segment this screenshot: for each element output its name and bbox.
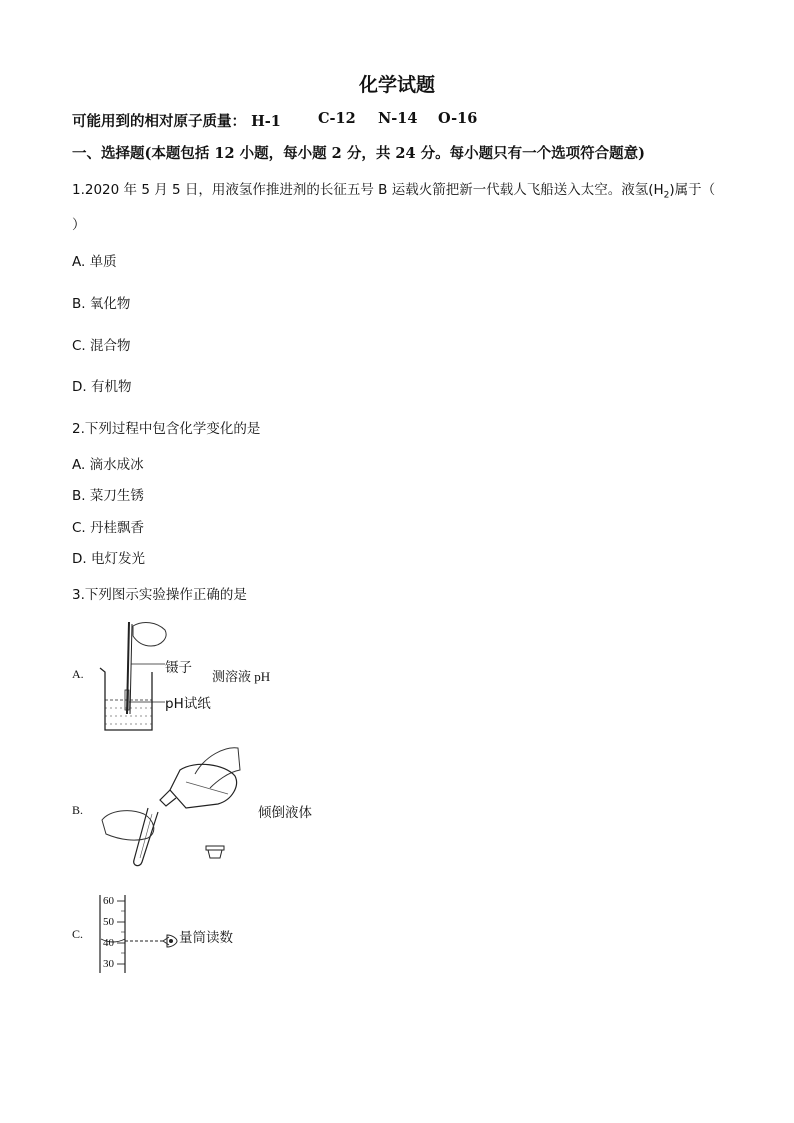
atomic-mass-n: N-14	[378, 110, 418, 127]
q3-option-a-letter[interactable]: A.	[72, 667, 84, 681]
atomic-mass-h: H-1	[251, 113, 281, 130]
q1-option-a[interactable]: A. 单质	[72, 254, 117, 270]
page-title: 化学试题	[358, 74, 435, 96]
tick-40: 40	[103, 937, 114, 949]
q1-stem-close: ）	[72, 217, 86, 233]
q1-stem-text: 1.2020 年 5 月 5 日，用液氢作推进剂的长征五号 B 运载火箭把新一代载人飞船送入太空。液氢(H	[72, 182, 664, 198]
q2-option-c[interactable]: C. 丹桂飘香	[72, 520, 145, 536]
label-ph-paper: pH试纸	[165, 696, 211, 712]
atomic-mass-o: O-16	[438, 110, 478, 127]
q1-stem	[72, 178, 715, 201]
atomic-mass-c: C-12	[318, 110, 356, 127]
label-tweezers: 镊子	[165, 660, 192, 676]
ph-test-illustration	[95, 616, 175, 736]
pour-liquid-illustration	[100, 742, 245, 867]
tick-50: 50	[103, 916, 114, 928]
q2-option-d[interactable]: D. 电灯发光	[72, 551, 145, 567]
q1-option-d[interactable]: D. 有机物	[72, 379, 132, 395]
q1-subscript: 2	[663, 190, 670, 201]
q1-option-b[interactable]: B. 氧化物	[72, 296, 131, 312]
tick-30: 30	[103, 958, 114, 970]
q2-option-a[interactable]: A. 滴水成冰	[72, 457, 144, 473]
atomic-mass-label: 可能用到的相对原子质量：	[72, 113, 246, 130]
q1-stem-tail: )属于（	[669, 182, 716, 198]
tick-60: 60	[103, 895, 114, 907]
atomic-mass-line	[72, 110, 478, 131]
q3-option-b-letter[interactable]: B.	[72, 803, 84, 817]
section-heading: 一、选择题(本题包括 12 小题，每小题 2 分，共 24 分。每小题只有一个选项符合题意)	[72, 145, 645, 162]
q3-option-b-caption: 倾倒液体	[258, 805, 312, 821]
q2-option-b[interactable]: B. 菜刀生锈	[72, 488, 144, 504]
q3-option-c-caption: 量筒读数	[179, 930, 233, 946]
q3-stem: 3.下列图示实验操作正确的是	[72, 587, 247, 603]
q2-stem: 2.下列过程中包含化学变化的是	[72, 421, 261, 437]
q1-option-c[interactable]: C. 混合物	[72, 338, 131, 354]
q3-option-c-letter[interactable]: C.	[72, 927, 84, 941]
q3-option-a-caption: 测溶液 pH	[212, 669, 271, 684]
